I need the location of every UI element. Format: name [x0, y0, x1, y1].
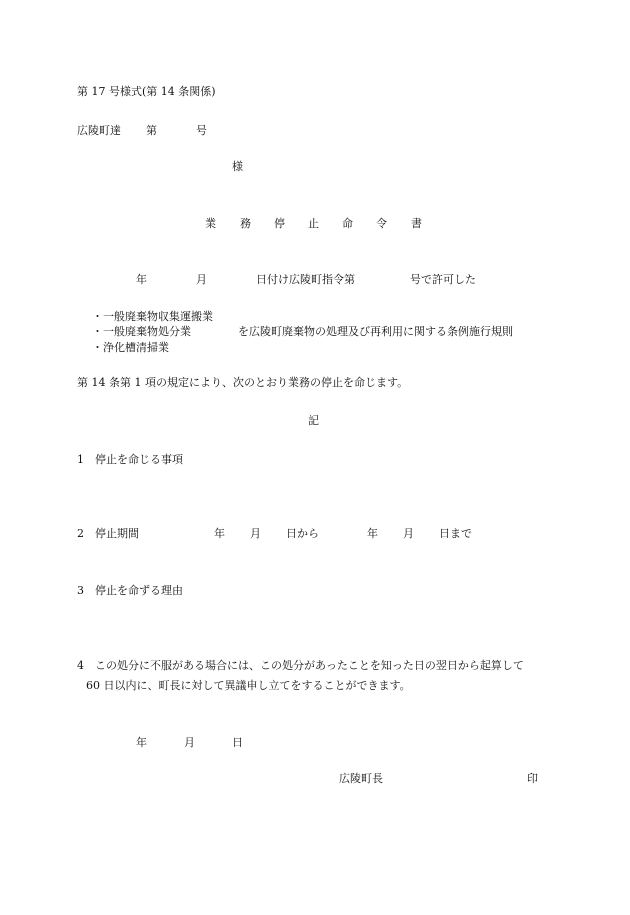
date-day: 日	[232, 736, 243, 749]
doc-number-prefix: 広陵町達	[77, 124, 121, 137]
permit-end: 号で許可した	[410, 273, 476, 286]
item-1: 1 停止を命じる事項	[77, 453, 183, 466]
business-type-septic: ・浄化槽清掃業	[92, 341, 169, 354]
ki-heading: 記	[308, 414, 319, 427]
doc-number-dai: 第	[146, 124, 157, 137]
period-to-day: 日まで	[439, 527, 472, 540]
permit-year: 年	[136, 273, 147, 286]
item-4-line-1: 4 この処分に不服がある場合には、この処分があったことを知った日の翌日から起算して	[77, 659, 524, 672]
seal-mark: 印	[527, 772, 538, 785]
period-from-month: 月	[250, 527, 261, 540]
date-year: 年	[136, 736, 147, 749]
title-char-4: 止	[308, 217, 319, 230]
item-2-label: 2 停止期間	[77, 527, 139, 540]
ordinance-text: を広陵町廃棄物の処理及び再利用に関する条例施行規則	[238, 325, 513, 338]
item-3: 3 停止を命ずる理由	[77, 584, 183, 597]
permit-month: 月	[196, 273, 207, 286]
period-from-day: 日から	[286, 527, 319, 540]
title-char-3: 停	[274, 217, 285, 230]
title-char-6: 令	[376, 217, 387, 230]
period-to-month: 月	[403, 527, 414, 540]
addressee-suffix: 様	[232, 160, 243, 173]
permit-text: 日付け広陵町指令第	[256, 273, 355, 286]
title-char-1: 業	[205, 217, 216, 230]
title-char-5: 命	[342, 217, 353, 230]
title-char-2: 務	[240, 217, 251, 230]
title-char-7: 書	[411, 217, 422, 230]
business-type-disposal: ・一般廃棄物処分業	[92, 325, 191, 338]
signatory-name: 広陵町長	[339, 772, 383, 785]
doc-number-go: 号	[196, 124, 207, 137]
period-to-year: 年	[367, 527, 378, 540]
main-statement: 第 14 条第 1 項の規定により、次のとおり業務の停止を命じます。	[77, 376, 409, 389]
item-4-line-2: 60 日以内に、町長に対して異議申し立てをすることができます。	[86, 679, 411, 692]
business-type-collection: ・一般廃棄物収集運搬業	[92, 310, 213, 323]
period-from-year: 年	[214, 527, 225, 540]
date-month: 月	[184, 736, 195, 749]
form-label: 第 17 号様式(第 14 条関係)	[77, 85, 216, 98]
